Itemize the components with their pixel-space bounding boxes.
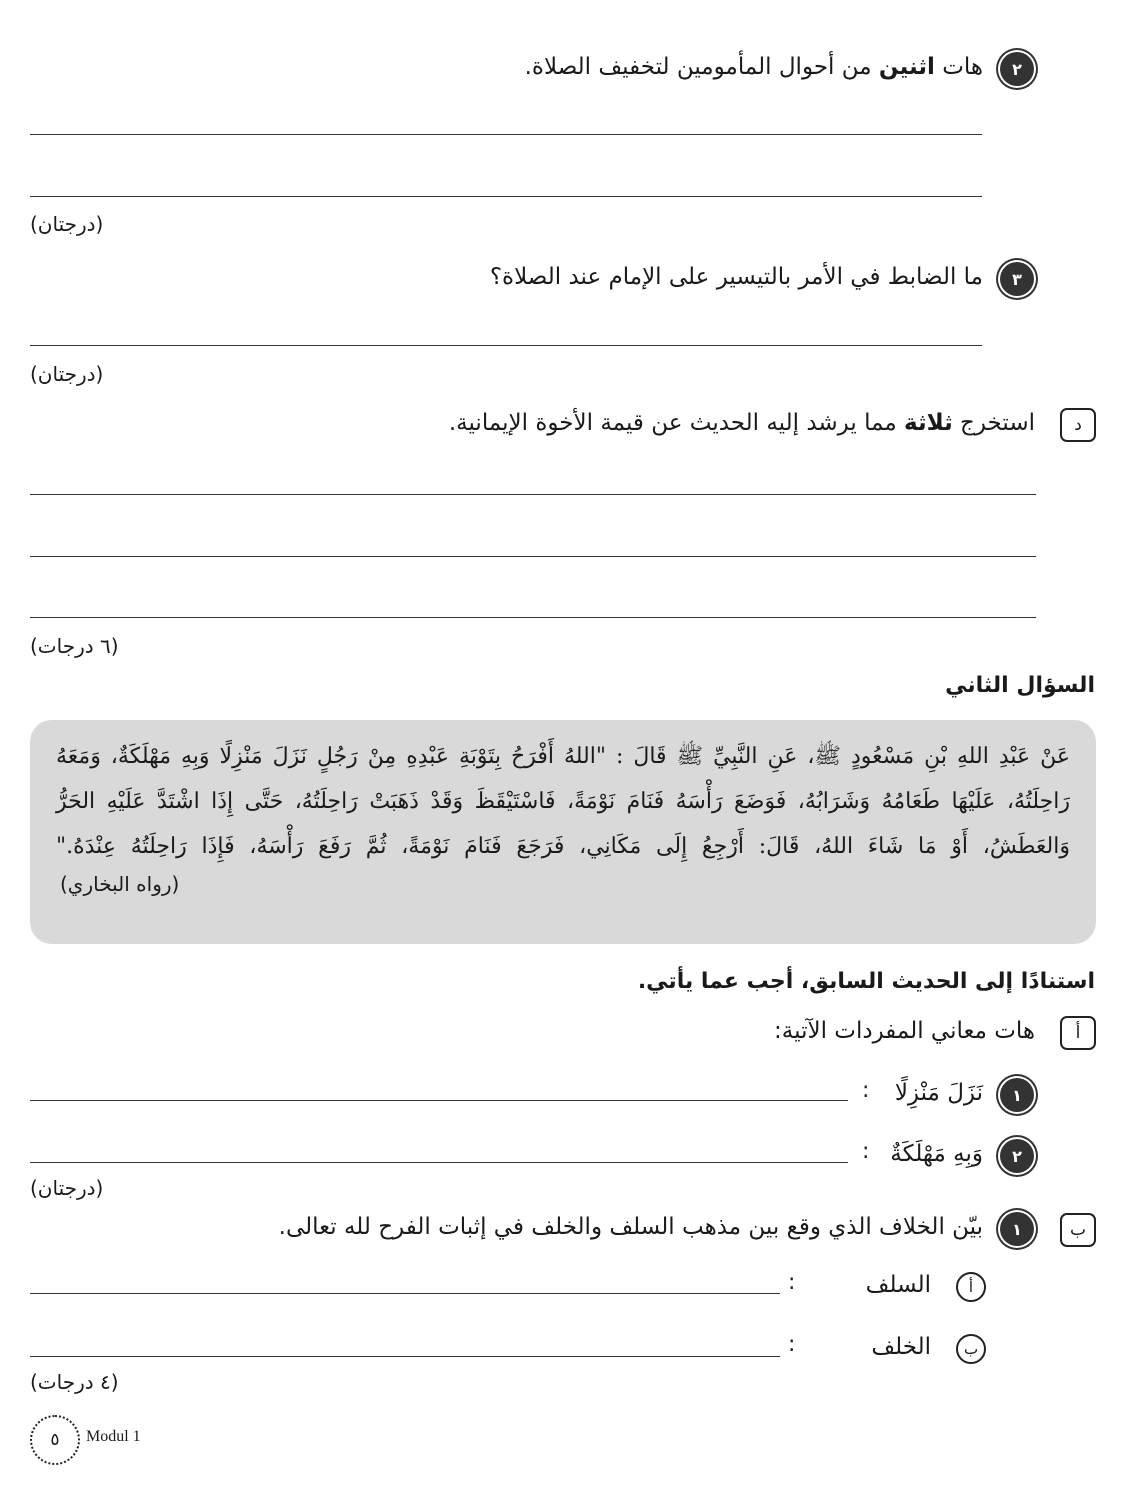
answer-line[interactable] bbox=[30, 617, 1036, 618]
question-2-text bbox=[525, 50, 983, 84]
colon: : bbox=[788, 1270, 796, 1295]
instruction-text: استنادًا إلى الحديث السابق، أجب عما يأتي. bbox=[637, 969, 1095, 994]
hadith-box bbox=[30, 720, 1096, 944]
question-d-bold: ثلاثة bbox=[904, 410, 953, 436]
question-a-text: هات معاني المفردات الآتية: bbox=[774, 1018, 1035, 1044]
hadith-line: وَالعَطَشُ، أَوْ مَا شَاءَ اللهُ، قَالَ: أَرْجِعُ إِلَى مَكَانِي، فَرَجَعَ فَنَامَ نَوْمَةً، ثُمَّ رَفَعَ رَأْسَهُ، فَإِذَا رَاحِلَتُهُ عِنْدَهُ." bbox=[56, 834, 1070, 859]
marks-label: (٤ درجات) bbox=[30, 1370, 119, 1394]
section-title: السؤال الثاني bbox=[945, 673, 1095, 698]
answer-line[interactable] bbox=[30, 345, 982, 346]
sub-letter-badge: أ bbox=[956, 1272, 986, 1302]
sub-term: الخلف bbox=[871, 1334, 931, 1360]
answer-line[interactable] bbox=[30, 1293, 780, 1294]
hadith-line: عَنْ عَبْدِ اللهِ بْنِ مَسْعُودٍ ﷺ، عَنِ النَّبِيِّ ﷺ قَالَ : "اللهُ أَفْرَحُ بِتَوْبَةِ عَبْدِهِ مِنْ رَجُلٍ نَزَلَ مَنْزِلًا وَبِهِ مَهْلَكَةٌ، وَمَعَهُ bbox=[56, 744, 1070, 769]
answer-line[interactable] bbox=[30, 494, 1036, 495]
colon: : bbox=[862, 1078, 870, 1103]
hadith-source: (رواه البخاري) bbox=[60, 872, 180, 896]
question-letter-badge: أ bbox=[1060, 1016, 1096, 1050]
question-number-badge: ٢ bbox=[1000, 52, 1034, 86]
item-number-badge: ١ bbox=[1000, 1078, 1034, 1112]
question-number-badge: ٣ bbox=[1000, 262, 1034, 296]
question-letter-badge: ب bbox=[1060, 1213, 1096, 1247]
colon: : bbox=[788, 1332, 796, 1357]
colon: : bbox=[862, 1139, 870, 1164]
answer-line[interactable] bbox=[30, 1356, 780, 1357]
question-2-post: من أحوال المأمومين لتخفيف الصلاة. bbox=[524, 54, 879, 80]
marks-label: (٦ درجات) bbox=[30, 634, 119, 658]
question-3-text: ما الضابط في الأمر بالتيسير على الإمام عند الصلاة؟ bbox=[489, 264, 983, 290]
question-2-pre: هات bbox=[934, 54, 983, 80]
question-b-text: بيّن الخلاف الذي وقع بين مذهب السلف والخلف في إثبات الفرح لله تعالى. bbox=[278, 1214, 983, 1240]
vocab-term: وَبِهِ مَهْلَكَةٌ bbox=[890, 1141, 983, 1167]
item-number-badge: ١ bbox=[1000, 1212, 1034, 1246]
answer-line[interactable] bbox=[30, 134, 982, 135]
marks-label: (درجتان) bbox=[30, 362, 104, 386]
answer-line[interactable] bbox=[30, 1100, 848, 1101]
question-d-pre: استخرج bbox=[952, 410, 1035, 436]
vocab-term: نَزَلَ مَنْزِلًا bbox=[894, 1080, 983, 1106]
item-number-badge: ٢ bbox=[1000, 1139, 1034, 1173]
page-number: ٥ bbox=[30, 1415, 80, 1465]
sub-letter-badge: ب bbox=[956, 1334, 986, 1364]
marks-label: (درجتان) bbox=[30, 212, 104, 236]
answer-line[interactable] bbox=[30, 1162, 848, 1163]
hadith-line: رَاحِلَتُهُ، عَلَيْهَا طَعَامُهُ وَشَرَابُهُ، فَوَضَعَ رَأْسَهُ فَنَامَ نَوْمَةً، فَاسْتَيْقَظَ وَقَدْ ذَهَبَتْ رَاحِلَتُهُ، حَتَّى إِذَا اشْتَدَّ عَلَيْهِ الحَرُّ bbox=[56, 789, 1070, 814]
sub-term: السلف bbox=[865, 1272, 931, 1298]
question-d-text bbox=[449, 406, 1035, 440]
answer-line[interactable] bbox=[30, 556, 1036, 557]
question-letter-badge: د bbox=[1060, 408, 1096, 442]
module-label: Modul 1 bbox=[86, 1428, 141, 1445]
question-d-post: مما يرشد إليه الحديث عن قيمة الأخوة الإيمانية. bbox=[448, 410, 905, 436]
marks-label: (درجتان) bbox=[30, 1176, 104, 1200]
question-2-bold: اثنين bbox=[878, 54, 935, 80]
answer-line[interactable] bbox=[30, 196, 982, 197]
